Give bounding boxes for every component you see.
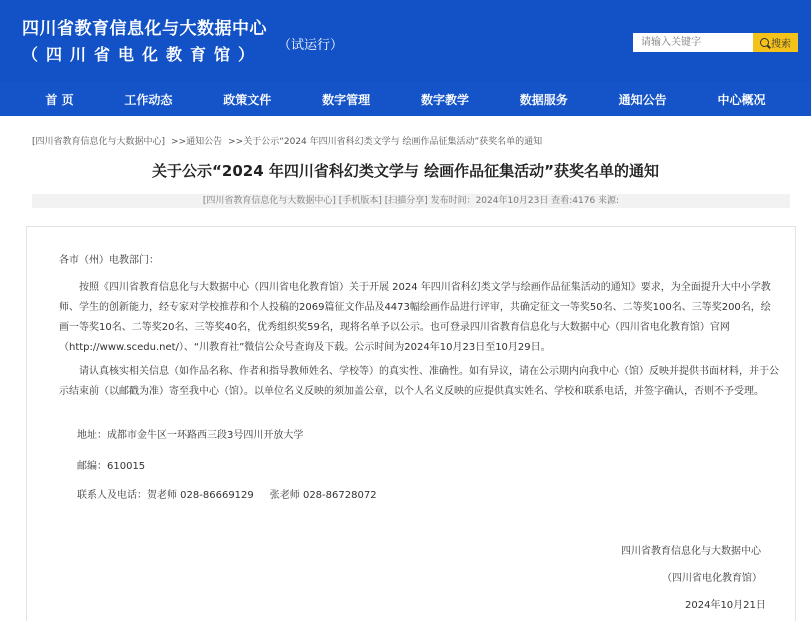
breadcrumb-home[interactable]: [四川省教育信息化与大数据中心] [32,137,166,147]
address: 地址：成都市金牛区一环路西三段3号四川开放大学 [77,430,304,441]
breadcrumb [32,134,542,147]
contact-1: 联系人及电话：贺老师 028-86669129 [77,490,254,501]
contact-2: 张老师 028-86728072 [269,490,377,501]
greeting: 各市（州）电教部门： [59,255,159,266]
nav-work-news[interactable]: 工作动态 [124,92,173,107]
header-banner [0,0,811,82]
paragraph-1: 按照《四川省教育信息化与大数据中心（四川省电化教育馆）关于开展 2024 年四川省科幻类文学与绘画作品征集活动的通知》要求，为全面提升大中小学教师、学生的创新能力，经专家对学校推荐和个人投稿的2069篇征文作品及4473幅绘画作品进行评审，共确定征文一等奖50名、二等奖100名、三等奖200名，绘画一等奖10名、二等奖20名、三等奖40名，优秀组织奖59名，现将名单予以公示。也可登录四川省教育信息化与大数据中心（四川省电化教育馆）官网（http://www.scedu.net/）、“川教育社”微信公众号查询及下载。公示时间为2024年10月23日至10月29日。 [59,282,771,353]
site-header [0,0,811,116]
signature-date: 2024年10月21日 [685,600,766,611]
main-nav [0,82,811,116]
signature-org: 四川省教育信息化与大数据中心 [621,546,761,557]
search-button-label: 搜索 [771,39,791,50]
trial-label: （试运行） [278,38,344,53]
nav-notices[interactable]: 通知公告 [618,92,667,107]
search-icon [760,38,769,47]
breadcrumb-current[interactable]: >>关于公示“2024 年四川省科幻类文学与 绘画作品征集活动”获奖名单的通知 [228,137,543,147]
site-logo-subname[interactable]: （四川省电化教育馆） [22,45,263,64]
article-meta: [四川省教育信息化与大数据中心] [手机版本] [扫描分享] 发布时间：2024年10月23日 查看:4176 来源: [32,194,790,208]
page-title: 关于公示“2024 年四川省科幻类文学与 绘画作品征集活动”获奖名单的通知 [152,162,659,180]
nav-home[interactable]: 首 页 [45,92,74,107]
site-logo-name[interactable]: 四川省教育信息化与大数据中心 [22,19,267,39]
search-button[interactable] [753,33,798,52]
nav-data-service[interactable]: 数据服务 [519,92,568,107]
breadcrumb-section[interactable]: >>通知公告 [171,137,223,147]
nav-digital-management[interactable]: 数字管理 [322,92,371,107]
search-input[interactable] [633,33,753,52]
nav-policy[interactable]: 政策文件 [223,92,272,107]
postcode: 邮编：610015 [77,461,146,472]
nav-digital-teaching[interactable]: 数字教学 [420,92,469,107]
paragraph-2: 请认真核实相关信息（如作品名称、作者和指导教师姓名、学校等）的真实性、准确性。如有异议，请在公示期内向我中心（馆）反映并提供书面材料，并于公示结束前（以邮戳为准）寄至我中心（馆）。以单位名义反映的须加盖公章，以个人名义反映的应提供真实姓名、学校和联系电话，并签字确认，否则不予受理。 [59,366,779,397]
contact-info [77,486,377,506]
nav-about[interactable]: 中心概况 [717,92,766,107]
article-body [26,226,796,621]
signature-org-2: （四川省电化教育馆） [662,573,762,584]
